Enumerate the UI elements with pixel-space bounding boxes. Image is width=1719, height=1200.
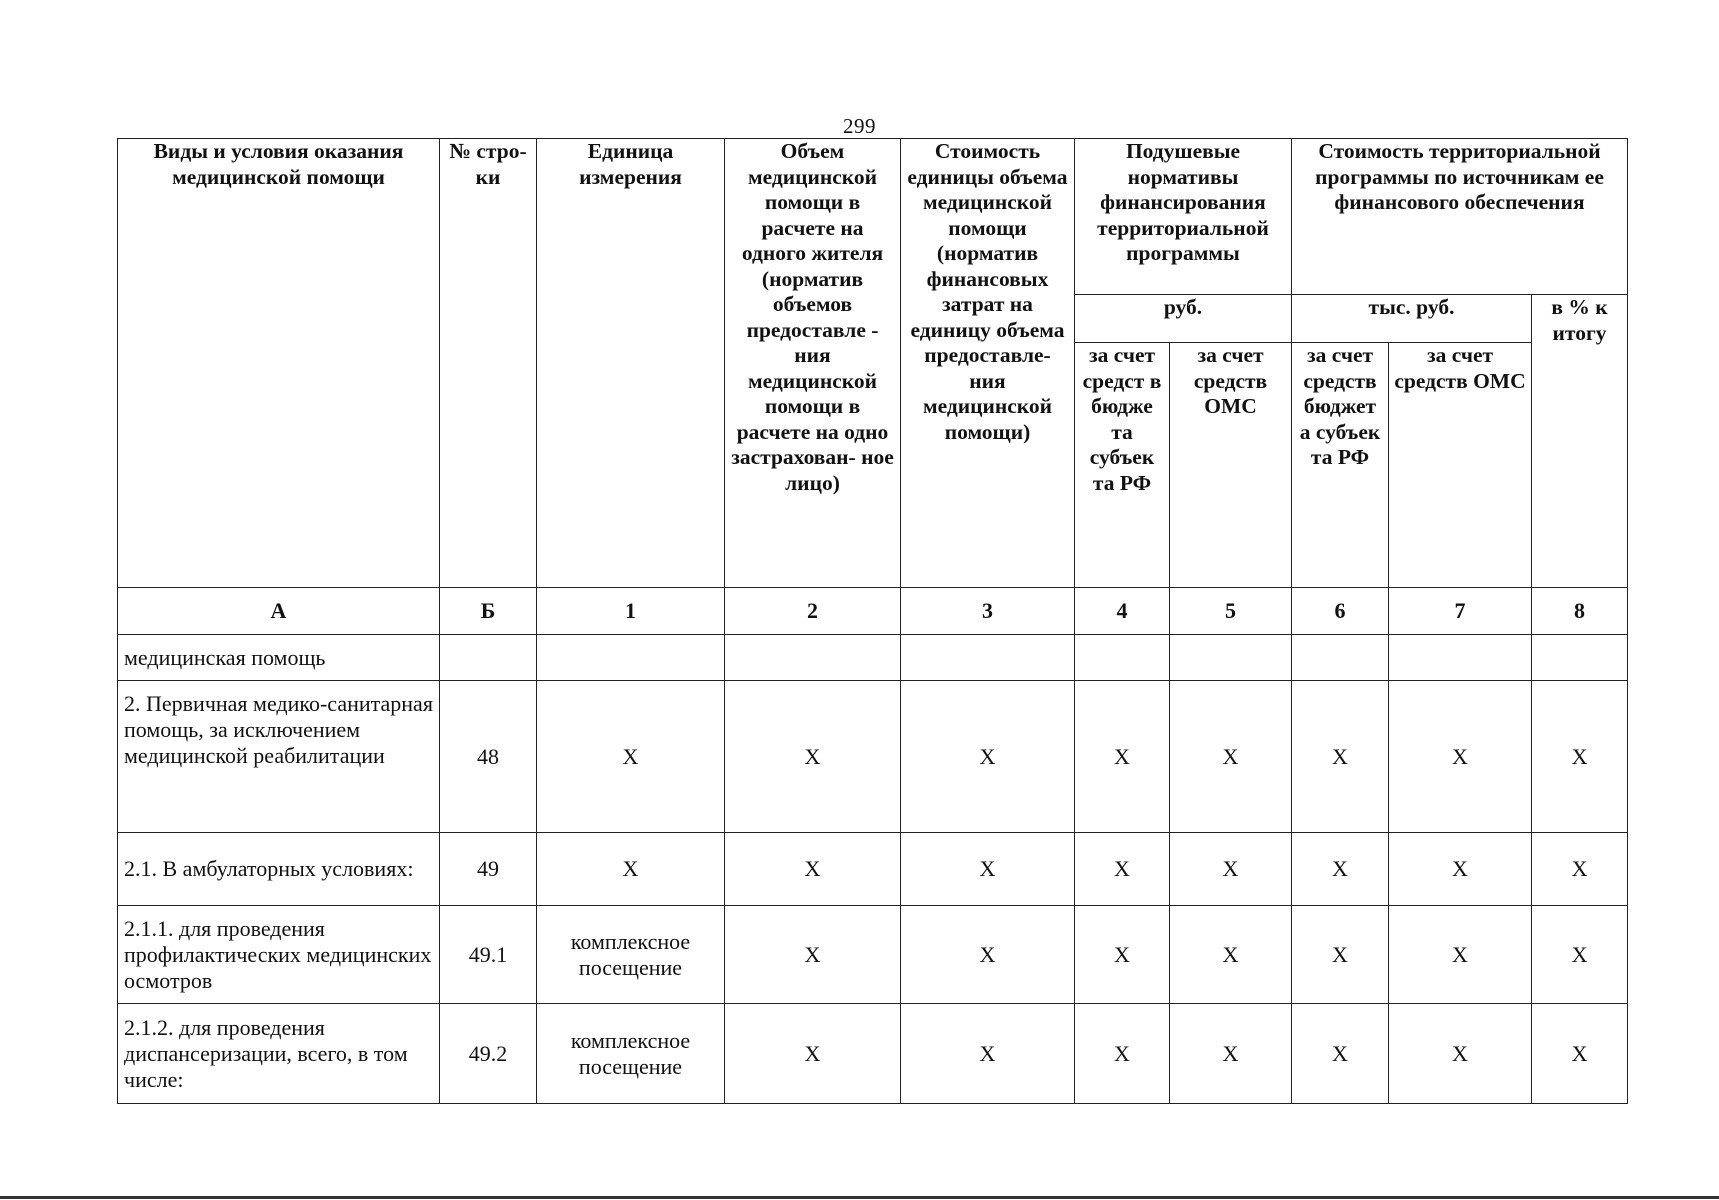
header-row-1 [118,139,1628,295]
header-rub: руб. [1075,295,1292,343]
header-per-capita-group: Подушевые нормативы финансирования территориальной программы [1075,139,1292,295]
row-number [440,635,537,681]
row-cell: X [1532,833,1628,906]
index-cell: 4 [1075,588,1170,635]
row-name: 2. Первичная медико-санитарная помощь, за исключением медицинской реабилитации [118,681,440,833]
row-unit [537,635,725,681]
index-cell: 3 [901,588,1075,635]
row-cell: X [1532,681,1628,833]
scan-edge-line [0,1196,1719,1199]
row-name: 2.1. В амбулаторных условиях: [118,833,440,906]
table-row [118,833,1628,906]
row-cell: X [901,906,1075,1004]
row-cell: X [1292,833,1389,906]
financing-table [117,138,1628,1104]
row-cell: X [1170,681,1292,833]
row-cell: X [725,1004,901,1104]
row-cell: X [1389,1004,1532,1104]
row-cell: X [1292,681,1389,833]
row-cell: X [1292,1004,1389,1104]
header-col-7: за счет средств ОМС [1389,343,1532,588]
page-number: 299 [843,114,876,138]
row-cell: X [1170,1004,1292,1104]
row-cell: X [1170,906,1292,1004]
row-unit: комплексное посещение [537,1004,725,1104]
row-cell: X [1389,906,1532,1004]
index-cell: Б [440,588,537,635]
row-cell [1389,635,1532,681]
row-cell [1292,635,1389,681]
header-unit: Единица измерения [537,139,725,588]
row-cell: X [1075,1004,1170,1104]
header-program-cost-group: Стоимость территориальной программы по источникам ее финансового обеспечения [1292,139,1628,295]
header-types-of-care: Виды и условия оказания медицинской помощи [118,139,440,588]
row-cell [1075,635,1170,681]
index-cell: 1 [537,588,725,635]
column-index-row [118,588,1628,635]
row-name: 2.1.1. для проведения профилактических медицинских осмотров [118,906,440,1004]
row-number: 48 [440,681,537,833]
row-cell: X [1389,681,1532,833]
row-cell: X [1532,906,1628,1004]
row-unit: X [537,833,725,906]
table-row [118,635,1628,681]
row-number: 49 [440,833,537,906]
table-row [118,906,1628,1004]
header-row-number: № стро- ки [440,139,537,588]
row-cell: X [1389,833,1532,906]
row-cell: X [1532,1004,1628,1104]
row-name: 2.1.2. для проведения диспансеризации, всего, в том числе: [118,1004,440,1104]
header-unit-cost: Стоимость единицы объема медицинской помощи (норматив финансовых затрат на единицу объема предоставле- ния медицинской помощи) [901,139,1075,588]
index-cell: 5 [1170,588,1292,635]
row-cell: X [725,833,901,906]
index-cell: 7 [1389,588,1532,635]
row-cell [1170,635,1292,681]
header-volume: Объем медицинской помощи в расчете на одного жителя (норматив объемов предоставле - ния медицинской помощи в расчете на одно застрахован- ное лицо) [725,139,901,588]
table-row [118,681,1628,833]
row-number: 49.1 [440,906,537,1004]
row-cell: X [1075,906,1170,1004]
row-cell: X [901,681,1075,833]
row-cell: X [725,681,901,833]
row-cell [725,635,901,681]
table-row [118,1004,1628,1104]
row-unit: комплексное посещение [537,906,725,1004]
index-cell: 8 [1532,588,1628,635]
row-cell: X [725,906,901,1004]
row-cell: X [901,1004,1075,1104]
index-cell: А [118,588,440,635]
header-percent-total: в % к итогу [1532,295,1628,588]
row-cell: X [1292,906,1389,1004]
row-number: 49.2 [440,1004,537,1104]
row-cell: X [1075,833,1170,906]
row-cell: X [1170,833,1292,906]
index-cell: 6 [1292,588,1389,635]
row-cell [1532,635,1628,681]
header-col-6: за счет средств бюджет а субъек та РФ [1292,343,1389,588]
row-cell: X [901,833,1075,906]
row-cell: X [1075,681,1170,833]
header-col-5: за счет средств ОМС [1170,343,1292,588]
header-col-4: за счет средст в бюдже та субъек та РФ [1075,343,1170,588]
row-unit: X [537,681,725,833]
row-name: медицинская помощь [118,635,440,681]
header-thous-rub: тыс. руб. [1292,295,1532,343]
index-cell: 2 [725,588,901,635]
row-cell [901,635,1075,681]
